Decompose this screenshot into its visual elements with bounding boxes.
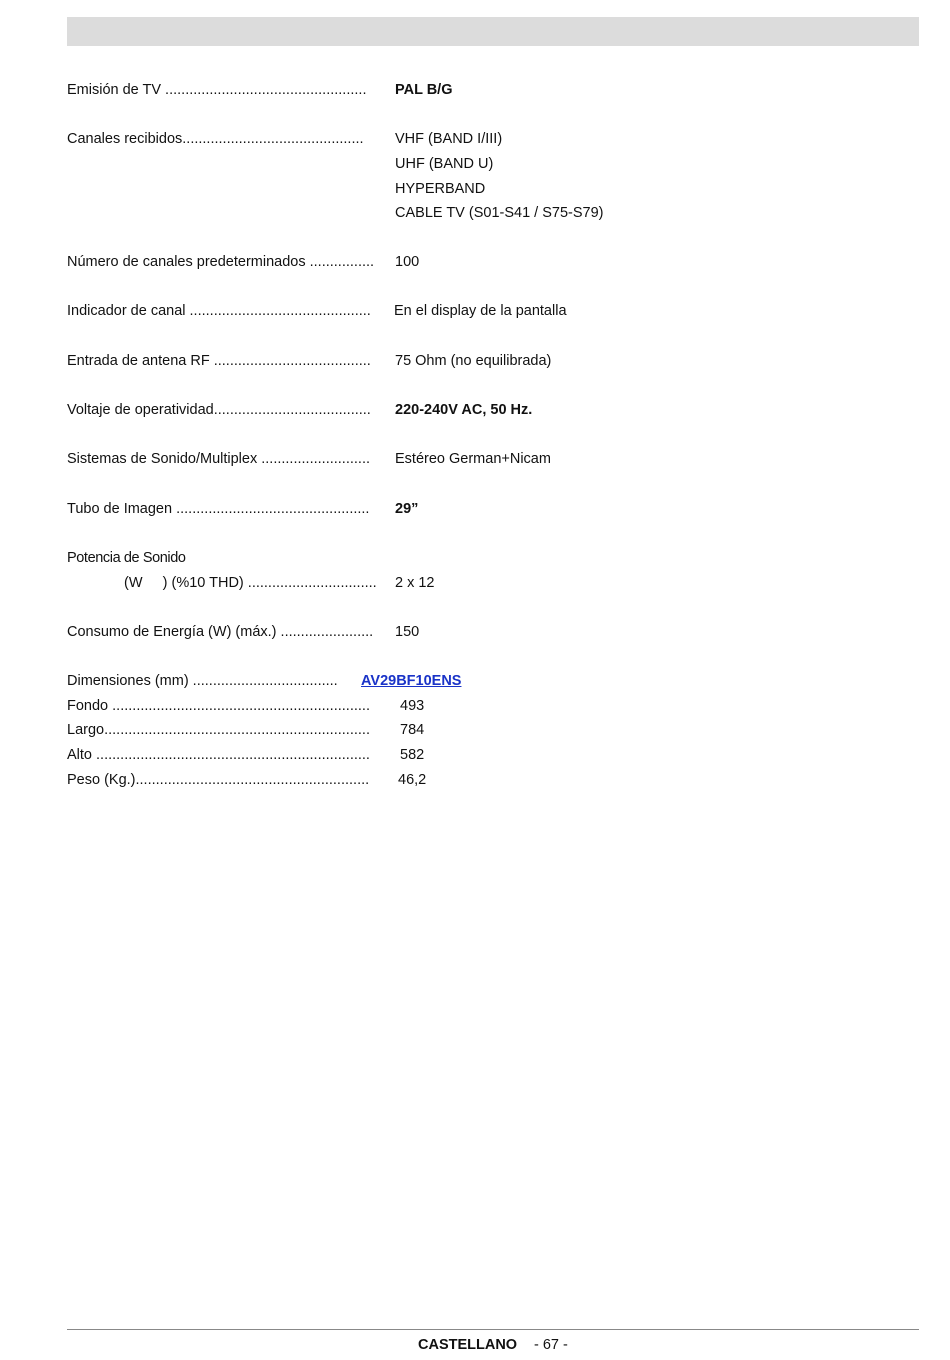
spec-label: Sistemas de Sonido/Multiplex ........................... <box>67 451 371 467</box>
spec-value: 150 <box>395 624 420 640</box>
spec-value: UHF (BAND U) <box>395 156 494 172</box>
spec-label: Número de canales predeterminados ................ <box>67 254 375 270</box>
page-footer <box>0 1335 950 1355</box>
spec-value: CABLE TV (S01-S41 / S75-S79) <box>395 205 604 221</box>
footer-divider <box>67 1329 919 1330</box>
spec-label: Alto .................................................................... <box>67 747 370 763</box>
spec-value: En el display de la pantalla <box>394 303 567 319</box>
spec-label: (W ) (%10 THD) ................................ <box>124 575 377 591</box>
spec-value: HYPERBAND <box>395 181 486 197</box>
spec-value: 582 <box>400 747 425 763</box>
spec-value: 75 Ohm (no equilibrada) <box>395 353 552 369</box>
spec-label: Dimensiones (mm) .................................... <box>67 673 338 689</box>
spec-value: 493 <box>400 698 425 714</box>
footer-language: CASTELLANO <box>418 1337 518 1353</box>
page-number: - 67 - <box>534 1337 568 1353</box>
spec-label: Indicador de canal ............................................. <box>67 303 371 319</box>
spec-label: Fondo ................................................................ <box>67 698 370 714</box>
spec-label: Largo.................................................................. <box>67 722 370 738</box>
spec-value: PAL B/G <box>395 82 453 98</box>
spec-value: 29” <box>395 501 419 517</box>
spec-label: Canales recibidos............................................. <box>67 131 364 147</box>
spec-value: 220-240V AC, 50 Hz. <box>395 402 533 418</box>
spec-label: Emisión de TV .................................................. <box>67 82 367 98</box>
spec-label: Entrada de antena RF ....................................... <box>67 353 371 369</box>
spec-label: Potencia de Sonido <box>67 550 186 566</box>
model-link[interactable]: AV29BF10ENS <box>361 673 462 689</box>
spec-label: Voltaje de operatividad....................................... <box>67 402 371 418</box>
spec-value: 784 <box>400 722 425 738</box>
spec-value: VHF (BAND I/III) <box>395 131 503 147</box>
spec-value: Estéreo German+Nicam <box>395 451 551 467</box>
spec-value: 100 <box>395 254 420 270</box>
header-bar <box>67 17 919 46</box>
spec-value: 46,2 <box>398 772 427 788</box>
spec-label: Consumo de Energía (W) (máx.) ....................... <box>67 624 374 640</box>
spec-value: 2 x 12 <box>395 575 435 591</box>
spec-label: Tubo de Imagen ................................................ <box>67 501 370 517</box>
spec-label: Peso (Kg.).......................................................... <box>67 772 370 788</box>
